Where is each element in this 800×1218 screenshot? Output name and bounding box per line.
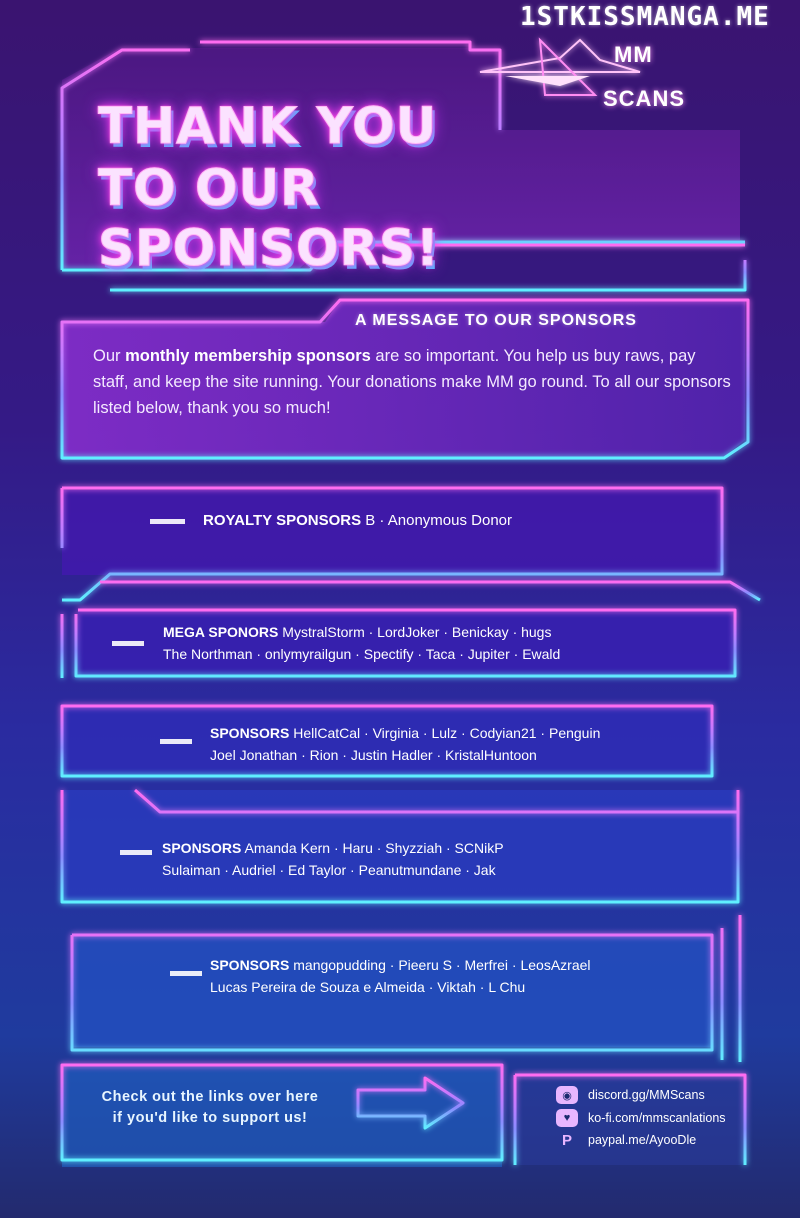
tier-names: mangopudding · Pieeru S · Merfrei · LeosAzrael [289,957,591,973]
tier-sponsors-2 [162,837,504,881]
tier-names: HellCatCal · Virginia · Lulz · Codyian21 · Penguin [289,725,601,741]
tier-names-line2: Joel Jonathan · Rion · Justin Hadler · KristalHuntoon [210,747,537,763]
kofi-icon: ♥ [556,1109,578,1127]
link-paypal[interactable]: P paypal.me/AyooDle [556,1131,696,1149]
link-kofi[interactable]: ♥ ko-fi.com/mmscanlations [556,1109,726,1127]
support-callout: Check out the links over here if you'd like to support us! [101,1089,319,1126]
tier-panel-1 [62,490,722,575]
tier-names-line2: Sulaiman · Audriel · Ed Taylor · Peanutmundane · Jak [162,862,496,878]
message-heading: A MESSAGE TO OUR SPONSORS [355,312,637,329]
tier-label: SPONSORS [210,957,290,973]
tier-sponsors-1 [210,722,600,766]
tier-label: SPONSORS [210,725,290,741]
tier-names-line2: Lucas Pereira de Souza e Almeida · Viktah · L Chu [210,979,526,995]
tier-mega [163,621,560,665]
tier-names-line2: The Northman · onlymyrailgun · Spectify · Taca · Jupiter · Ewald [163,646,561,662]
tier-names: MystralStorm · LordJoker · Benickay · hugs [278,624,552,640]
tier-label: MEGA SPONORS [163,624,279,640]
logo-text-scans: SCANS [603,86,686,111]
discord-icon: ◉ [556,1086,578,1104]
tier-royalty [203,510,512,532]
title-line-1: THANK YOU [98,97,438,155]
message-bold: monthly membership sponsors [125,347,371,365]
title-line-2: TO OUR SPONSORS! [98,159,440,277]
tier-sponsors-3 [210,954,591,998]
logo-text-mm: MM [614,42,653,67]
tier-names: Amanda Kern · Haru · Shyzziah · SCNikP [241,840,504,856]
tier-label: SPONSORS [162,840,242,856]
message-body: Our monthly membership sponsors are so important. You help us buy raws, pay staff, and keep the site running. Your donations make MM go round. To all our sponsors listed below, thank you so much! [93,347,731,417]
tier-label: ROYALTY SPONSORS [203,512,362,529]
tier-names: B · Anonymous Donor [361,512,513,529]
paypal-icon: P [561,1131,572,1149]
site-watermark: 1STKISSMANGA.ME [520,2,770,32]
link-discord[interactable]: ◉ discord.gg/MMScans [556,1086,705,1104]
